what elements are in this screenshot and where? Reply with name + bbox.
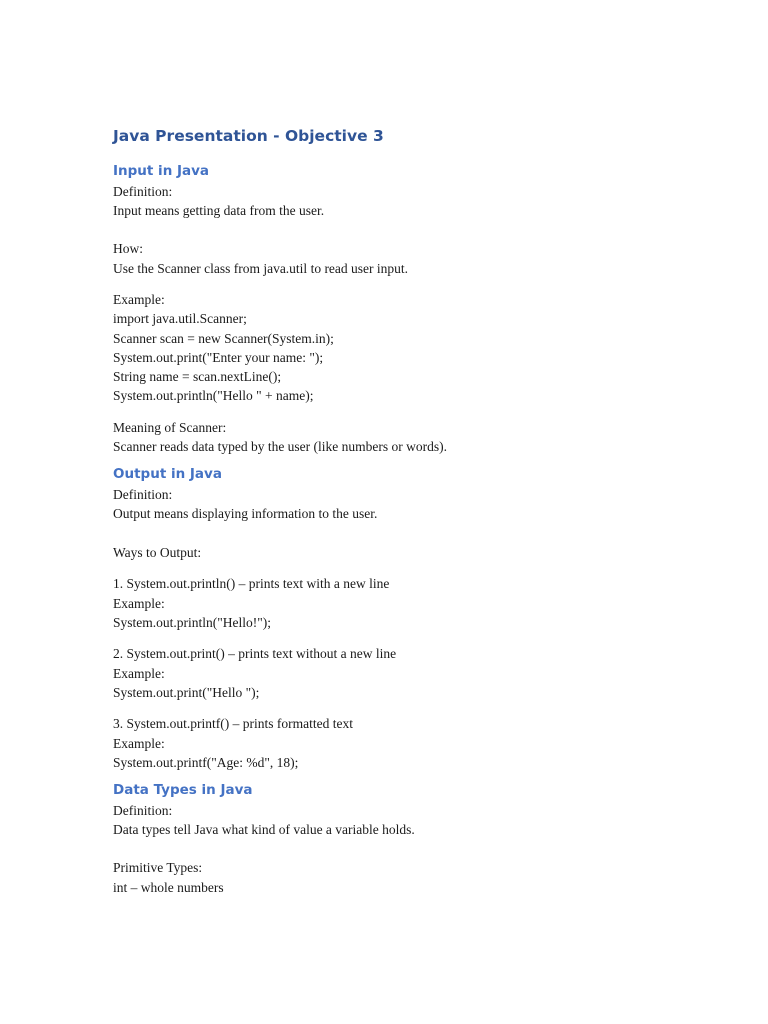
definition-label: Definition: xyxy=(113,803,173,818)
code-line: System.out.println("Hello " + name); xyxy=(113,388,314,404)
way-title: 3. System.out.printf() – prints formatted text xyxy=(113,716,353,732)
primitive-type-item: int – whole numbers xyxy=(113,879,224,895)
way-title: 1. System.out.println() – prints text with a new line xyxy=(113,576,390,592)
way-title: 2. System.out.print() – prints text without a new line xyxy=(113,646,397,662)
definition-label: Definition: xyxy=(113,487,173,503)
how-label: How: xyxy=(113,241,143,257)
section-heading-input: Input in Java xyxy=(113,163,210,179)
code-line: String name = scan.nextLine(); xyxy=(113,369,282,384)
section-heading-output: Output in Java xyxy=(113,466,222,483)
meaning-label: Meaning of Scanner: xyxy=(113,419,227,435)
example-label: Example: xyxy=(113,292,165,308)
ways-label: Ways to Output: xyxy=(113,544,202,560)
code-line: Scanner scan = new Scanner(System.in); xyxy=(113,330,334,346)
section-output xyxy=(113,463,673,772)
document-page xyxy=(113,124,673,897)
definition-text: Input means getting data from the user. xyxy=(113,203,325,219)
section-heading-datatypes: Data Types in Java xyxy=(113,782,253,798)
example-label: Example: xyxy=(113,735,165,751)
example-label: Example: xyxy=(113,665,165,681)
document-title: Java Presentation - Objective 3 xyxy=(113,127,384,145)
definition-text: Output means displaying information to the user. xyxy=(113,506,378,522)
section-input xyxy=(113,160,673,456)
code-line: System.out.println("Hello!"); xyxy=(113,614,272,630)
code-line: import java.util.Scanner; xyxy=(113,311,247,327)
code-line: System.out.print("Hello "); xyxy=(113,684,260,700)
meaning-text: Scanner reads data typed by the user (like numbers or words). xyxy=(113,439,448,455)
code-line: System.out.printf("Age: %d", 18); xyxy=(113,754,299,770)
definition-text: Data types tell Java what kind of value a variable holds. xyxy=(113,822,415,838)
how-text: Use the Scanner class from java.util to read user input. xyxy=(113,260,409,276)
definition-label: Definition: xyxy=(113,184,173,199)
code-line: System.out.print("Enter your name: "); xyxy=(113,349,324,365)
primitive-types-label: Primitive Types: xyxy=(113,860,203,876)
example-label: Example: xyxy=(113,595,165,611)
section-datatypes xyxy=(113,779,673,897)
